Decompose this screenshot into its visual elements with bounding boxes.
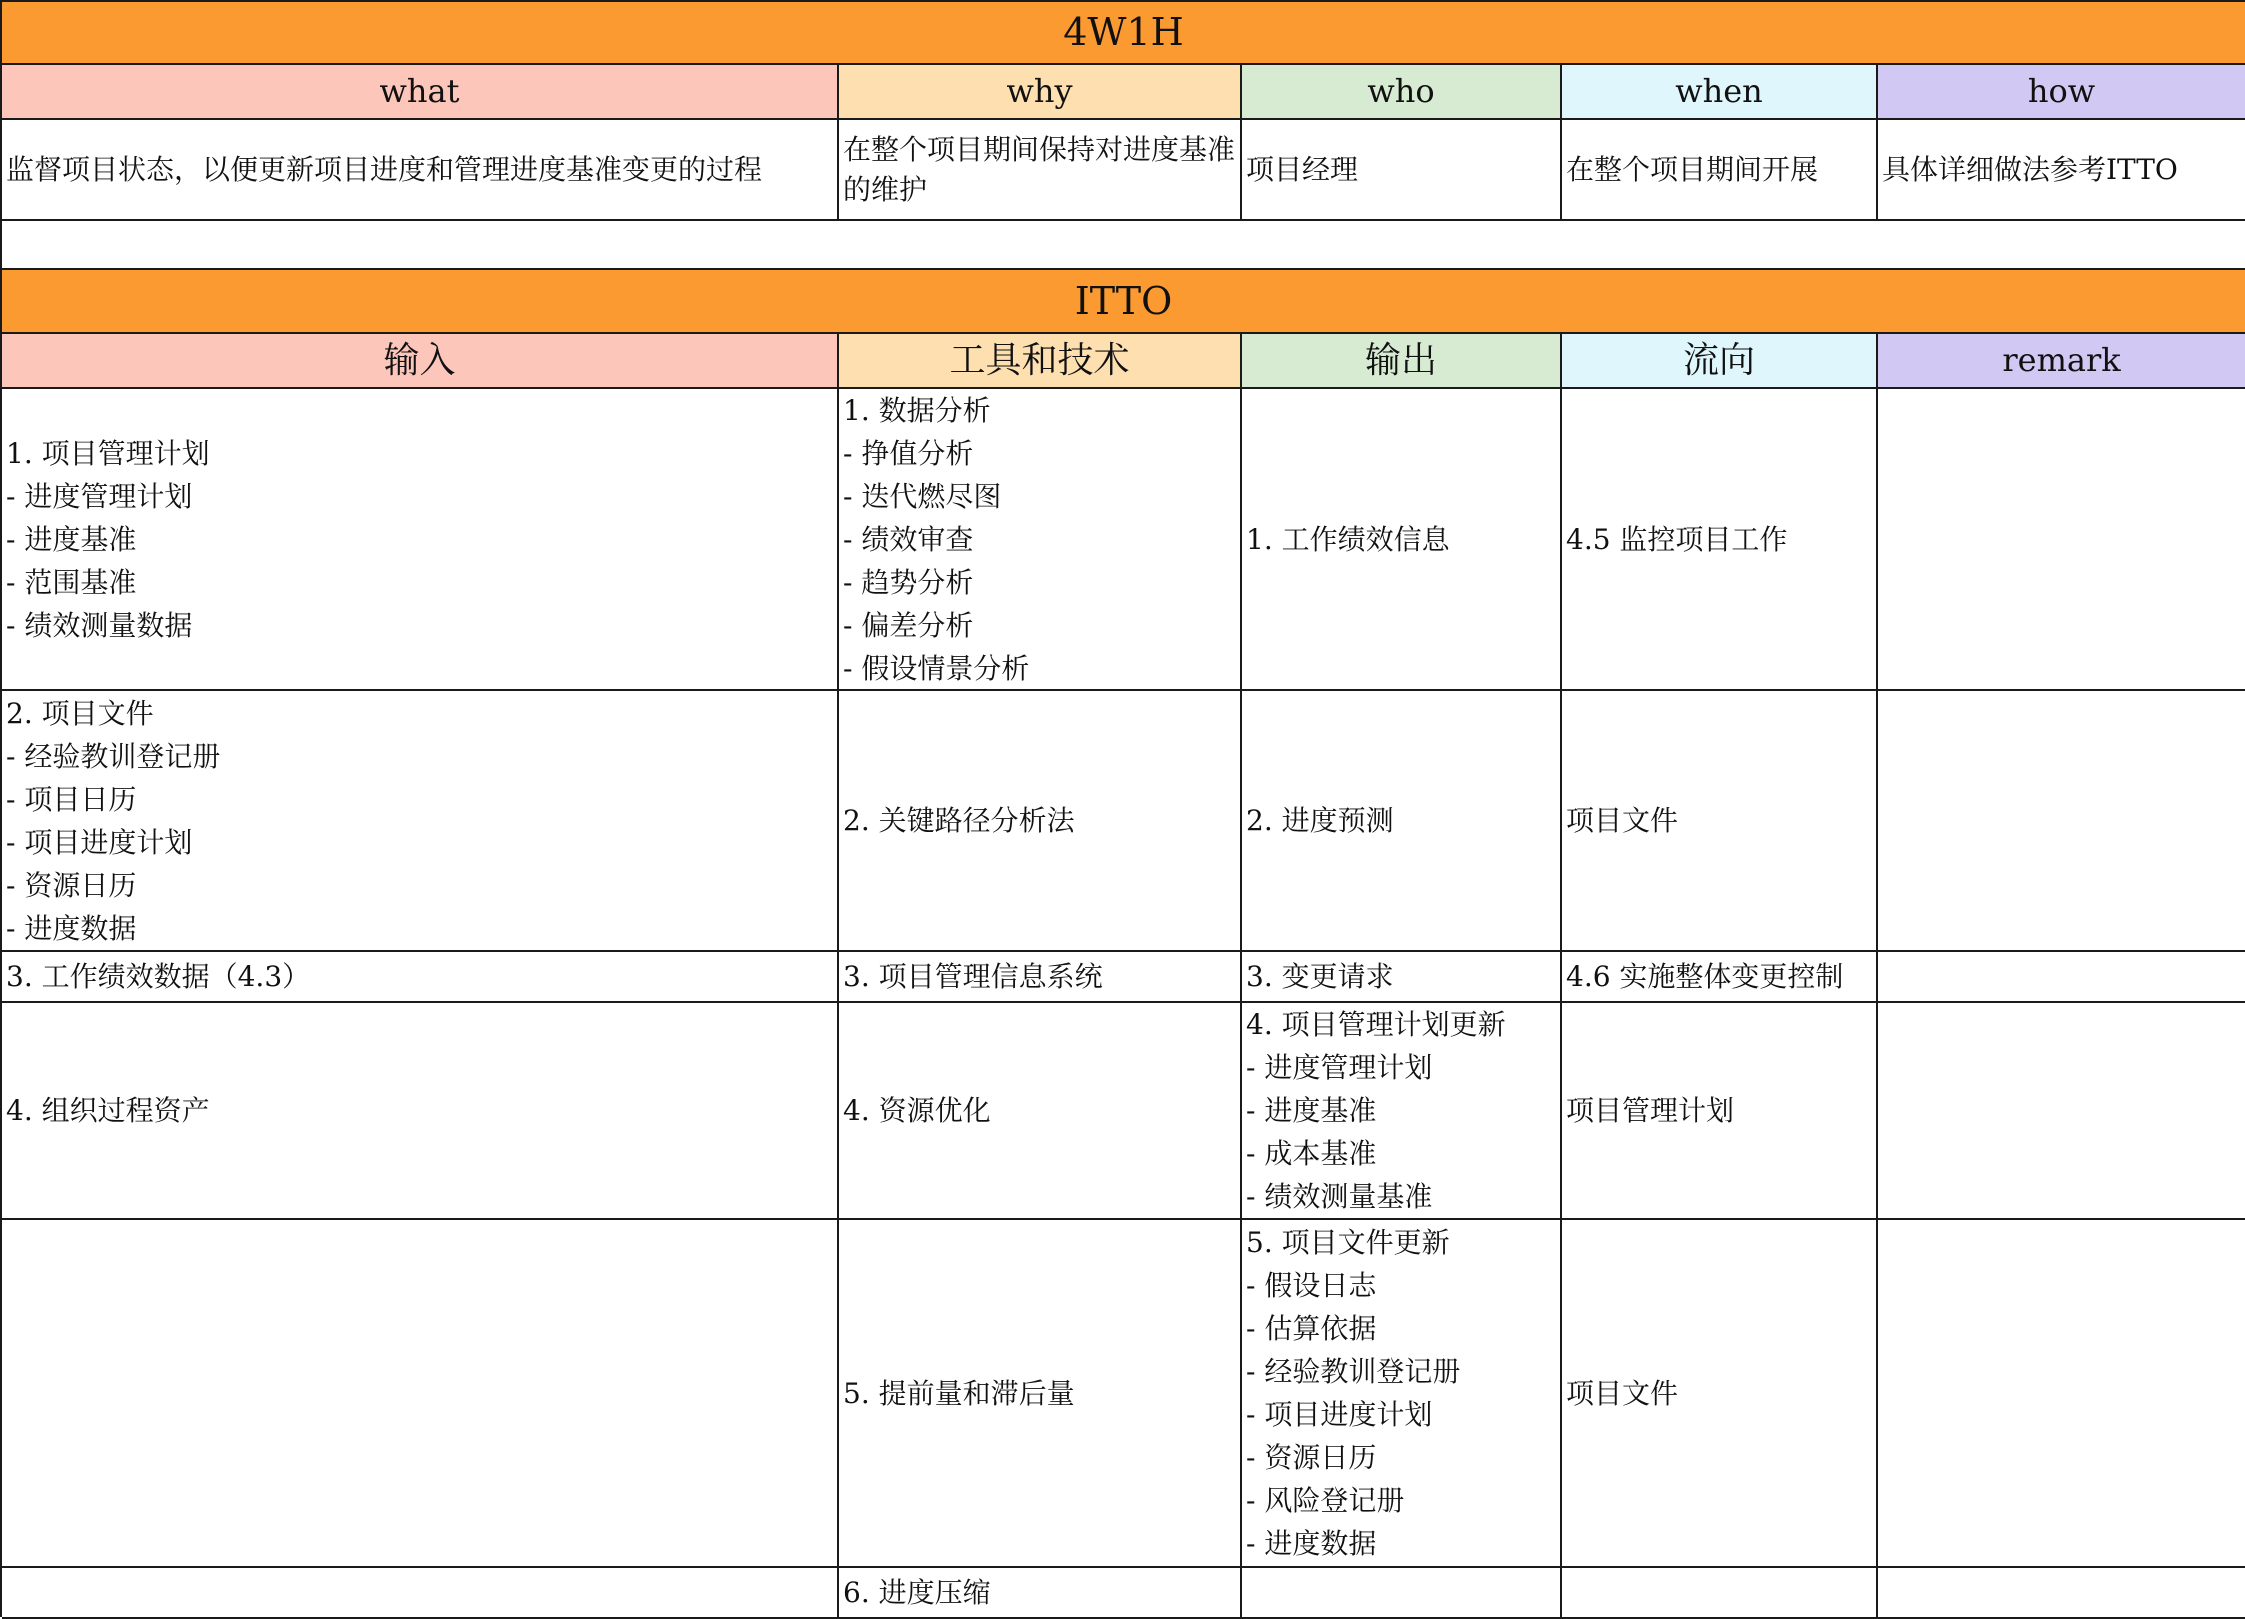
itto-input-cell (2, 691, 839, 952)
w4h-header-when: when (1562, 65, 1878, 120)
itto-output-cell (1242, 1003, 1562, 1220)
itto-header-output: 输出 (1242, 334, 1562, 389)
cell-line: 项目文件 (1566, 804, 1679, 837)
itto-header-flow: 流向 (1562, 334, 1878, 389)
cell-line: - 绩效测量数据 (6, 608, 193, 642)
itto-input-cell (2, 952, 839, 1003)
itto-input-cell (2, 1568, 839, 1619)
itto-flow-cell (1562, 389, 1878, 691)
itto-header-tools: 工具和技术 (839, 334, 1242, 389)
itto-tools-cell (839, 389, 1242, 691)
cell-line: - 资源日历 (1246, 1441, 1377, 1474)
itto-flow-cell (1562, 691, 1878, 952)
w4h-title: 4W1H (2, 2, 2245, 65)
cell-line: 4.5 监控项目工作 (1566, 522, 1788, 556)
cell-line: - 经验教训登记册 (6, 739, 221, 773)
cell-line: 2. 关键路径分析法 (843, 804, 1075, 837)
cell-line: 项目文件 (1566, 1376, 1679, 1410)
cell-line: - 项目日历 (6, 782, 137, 816)
itto-output-cell (1242, 1220, 1562, 1568)
cell-line: 5. 提前量和滞后量 (843, 1376, 1075, 1410)
cell-line: - 绩效测量基准 (1246, 1180, 1433, 1213)
cell-line: 3. 变更请求 (1246, 960, 1394, 993)
w4h-header-what: what (2, 65, 839, 120)
itto-remark-cell (1878, 1568, 2245, 1619)
cell-line: 4. 组织过程资产 (6, 1094, 210, 1127)
cell-line: 3. 工作绩效数据（4.3） (6, 960, 311, 993)
itto-tools-cell (839, 691, 1242, 952)
itto-tools-cell (839, 1568, 1242, 1619)
cell-line: 6. 进度压缩 (843, 1576, 991, 1609)
cell-line: - 进度管理计划 (1246, 1051, 1433, 1084)
itto-flow-cell (1562, 1568, 1878, 1619)
itto-remark-cell (1878, 691, 2245, 952)
cell-line: 1. 工作绩效信息 (1246, 522, 1450, 556)
itto-output-cell (1242, 389, 1562, 691)
cell-line: - 假设情景分析 (843, 651, 1030, 685)
cell-line: - 偏差分析 (843, 608, 974, 642)
cell-line: - 范围基准 (6, 565, 137, 599)
w4h-header-why: why (839, 65, 1242, 120)
itto-tools-cell (839, 1003, 1242, 1220)
itto-input-cell (2, 1220, 839, 1568)
itto-tools-cell (839, 952, 1242, 1003)
cell-line: - 成本基准 (1246, 1137, 1377, 1170)
itto-flow-cell (1562, 952, 1878, 1003)
cell-line: 1. 项目管理计划 (6, 436, 210, 470)
cell-line: 1. 数据分析 (843, 393, 991, 427)
itto-output-cell (1242, 1568, 1562, 1619)
cell-line: - 趋势分析 (843, 565, 974, 599)
cell-line: 3. 项目管理信息系统 (843, 960, 1103, 993)
itto-input-cell (2, 1003, 839, 1220)
cell-line: 4.6 实施整体变更控制 (1566, 960, 1844, 993)
cell-line: 4. 资源优化 (843, 1094, 991, 1127)
itto-output-cell (1242, 691, 1562, 952)
cell-line: 2. 项目文件 (6, 696, 154, 730)
spacer-row (2, 221, 2245, 270)
itto-title: ITTO (2, 270, 2245, 334)
itto-remark-cell (1878, 1003, 2245, 1220)
cell-line: - 项目进度计划 (1246, 1398, 1433, 1431)
itto-header-remark: remark (1878, 334, 2245, 389)
cell-line: - 进度数据 (6, 911, 137, 945)
itto-input-cell (2, 389, 839, 691)
cell-line: - 风险登记册 (1246, 1484, 1405, 1517)
cell-line: 2. 进度预测 (1246, 804, 1394, 837)
w4h-why-cell: 在整个项目期间保持对进度基准的维护 (839, 120, 1242, 221)
itto-remark-cell (1878, 389, 2245, 691)
cell-line: - 资源日历 (6, 868, 137, 902)
cell-line: - 进度数据 (1246, 1527, 1377, 1560)
w4h-what-cell: 监督项目状态，以便更新项目进度和管理进度基准变更的过程 (2, 120, 839, 221)
w4h-how-cell: 具体详细做法参考ITTO (1878, 120, 2245, 221)
cell-line: - 迭代燃尽图 (843, 479, 1002, 513)
itto-header-input: 输入 (2, 334, 839, 389)
cell-line: 项目管理计划 (1566, 1094, 1735, 1127)
cell-line: - 挣值分析 (843, 436, 974, 470)
cell-line: - 假设日志 (1246, 1269, 1377, 1302)
itto-remark-cell (1878, 952, 2245, 1003)
itto-tools-cell (839, 1220, 1242, 1568)
w4h-header-how: how (1878, 65, 2245, 120)
cell-line: - 绩效审查 (843, 522, 974, 556)
cell-line: - 进度基准 (1246, 1094, 1377, 1127)
cell-line: - 经验教训登记册 (1246, 1355, 1461, 1388)
cell-line: - 进度管理计划 (6, 479, 193, 513)
cell-line: - 项目进度计划 (6, 825, 193, 859)
cell-line: 5. 项目文件更新 (1246, 1226, 1450, 1259)
w4h-who-cell: 项目经理 (1242, 120, 1562, 221)
itto-remark-cell (1878, 1220, 2245, 1568)
w4h-header-who: who (1242, 65, 1562, 120)
cell-line: - 进度基准 (6, 522, 137, 556)
w4h-when-cell: 在整个项目期间开展 (1562, 120, 1878, 221)
cell-line: - 估算依据 (1246, 1312, 1377, 1345)
itto-flow-cell (1562, 1220, 1878, 1568)
itto-output-cell (1242, 952, 1562, 1003)
itto-flow-cell (1562, 1003, 1878, 1220)
cell-line: 4. 项目管理计划更新 (1246, 1008, 1506, 1041)
